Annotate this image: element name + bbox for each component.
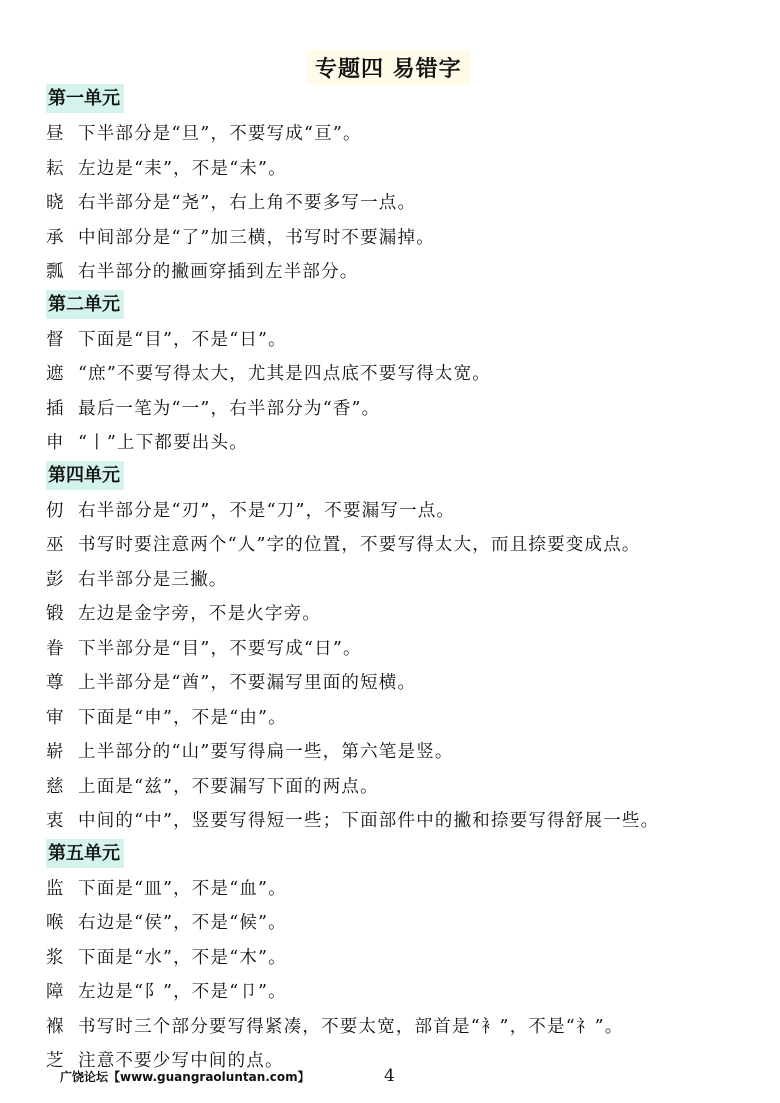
entry-row	[46, 186, 766, 221]
entry-text: 注意不要少写中间的点。	[78, 1051, 284, 1071]
entry-text: 右半部分的撇画穿插到左半部分。	[78, 262, 359, 282]
entry-text: 书写时三个部分要写得紧凑，不要太宽，部首是“衤”，不是“礻”。	[78, 1016, 624, 1037]
entry-row	[46, 563, 766, 598]
entry-row	[46, 872, 766, 907]
entry-row	[46, 941, 766, 976]
entry-row	[46, 528, 766, 563]
entry-row	[46, 494, 766, 529]
entry-text: 下半部分是“目”，不要写成“日”。	[78, 638, 362, 659]
entry-text: 上半部分的“山”要写得扁一些，第六笔是竖。	[78, 742, 454, 762]
entry-row	[46, 770, 766, 805]
entry-char: 褓	[46, 1016, 65, 1037]
entry-row	[46, 735, 766, 770]
entry-char: 耘	[46, 158, 65, 179]
entry-text: 最后一笔为“一”，右半部分为“香”。	[78, 398, 381, 419]
entry-text: 下面是“申”，不是“由”。	[78, 707, 287, 728]
entry-char: 申	[46, 433, 65, 453]
entry-char: 督	[46, 329, 65, 350]
entry-text: 下半部分是“旦”，不要写成“亘”。	[78, 124, 362, 144]
entry-text: 下面是“皿”，不是“血”。	[78, 878, 287, 899]
entry-row	[46, 804, 766, 839]
entry-row	[46, 632, 766, 667]
entry-row	[46, 1010, 766, 1045]
entry-text: 中间的“中”，竖要写得短一些；下面部件中的撇和捺要写得舒展一些。	[78, 811, 660, 831]
entry-char: 尊	[46, 673, 65, 693]
entry-text: 中间部分是“了”加三横，书写时不要漏掉。	[78, 227, 435, 248]
entry-char: 眷	[46, 638, 65, 659]
entry-row	[46, 597, 766, 632]
entry-row	[46, 701, 766, 736]
entry-char: 锻	[46, 604, 65, 624]
footer-site: 广饶论坛【www.guangraoluntan.com】	[60, 1070, 310, 1084]
entry-text: 上面是“兹”，不要漏写下面的两点。	[78, 776, 379, 797]
entry-char: 遮	[46, 364, 65, 384]
entry-row	[46, 117, 766, 152]
entry-text: “庶”不要写得太大，尤其是四点底不要写得太宽。	[78, 364, 491, 384]
entry-text: 右半部分是“刃”，不是“刀”，不要漏写一点。	[78, 500, 456, 521]
entry-row	[46, 392, 766, 427]
entry-row	[46, 323, 766, 358]
entry-text: 右半部分是“尧”，右上角不要多写一点。	[78, 193, 417, 213]
entry-char: 监	[46, 878, 65, 899]
section-heading: 第二单元	[46, 290, 124, 319]
entry-text: 下面是“目”，不是“日”。	[78, 329, 287, 350]
page-title: 专题四 易错字	[307, 50, 470, 85]
entry-char: 插	[46, 398, 65, 419]
entry-text: 下面是“水”，不是“木”。	[78, 947, 287, 968]
entry-char: 仞	[46, 500, 65, 521]
entry-text: 左边是金字旁，不是火字旁。	[78, 604, 322, 624]
entry-char: 芝	[46, 1051, 65, 1071]
entry-char: 障	[46, 982, 65, 1002]
entry-row	[46, 666, 766, 701]
entry-char: 慈	[46, 776, 65, 797]
entry-row	[46, 152, 766, 187]
section-heading: 第五单元	[46, 839, 124, 868]
entry-char: 巫	[46, 535, 65, 555]
entry-text: 书写时要注意两个“人”字的位置，不要写得太大，而且捺要变成点。	[78, 535, 641, 555]
entry-char: 浆	[46, 947, 65, 968]
entry-row	[46, 426, 766, 461]
entry-row	[46, 906, 766, 941]
entry-text: 右边是“侯”，不是“候”。	[78, 913, 287, 933]
section-heading: 第四单元	[46, 461, 124, 490]
entry-text: “丨”上下都要出头。	[78, 433, 248, 453]
entry-char: 审	[46, 707, 65, 728]
section-heading: 第一单元	[46, 84, 124, 113]
entry-char: 晓	[46, 193, 65, 213]
entry-text: 左边是“阝”，不是“卩”。	[78, 982, 287, 1002]
entry-row	[46, 975, 766, 1010]
page-number: 4	[384, 1066, 395, 1086]
entry-char: 衷	[46, 811, 65, 831]
entry-text: 左边是“耒”，不是“未”。	[78, 158, 287, 179]
entry-row	[46, 255, 766, 290]
entry-text: 右半部分是三撇。	[78, 569, 228, 590]
entry-char: 彭	[46, 569, 65, 590]
entry-text: 上半部分是“酋”，不要漏写里面的短横。	[78, 673, 417, 693]
entry-char: 崭	[46, 742, 65, 762]
entry-char: 喉	[46, 913, 65, 933]
entry-char: 承	[46, 227, 65, 248]
entry-row	[46, 357, 766, 392]
entry-row	[46, 221, 766, 256]
entry-char: 瓢	[46, 262, 65, 282]
content	[46, 84, 766, 1079]
entry-char: 昼	[46, 124, 65, 144]
